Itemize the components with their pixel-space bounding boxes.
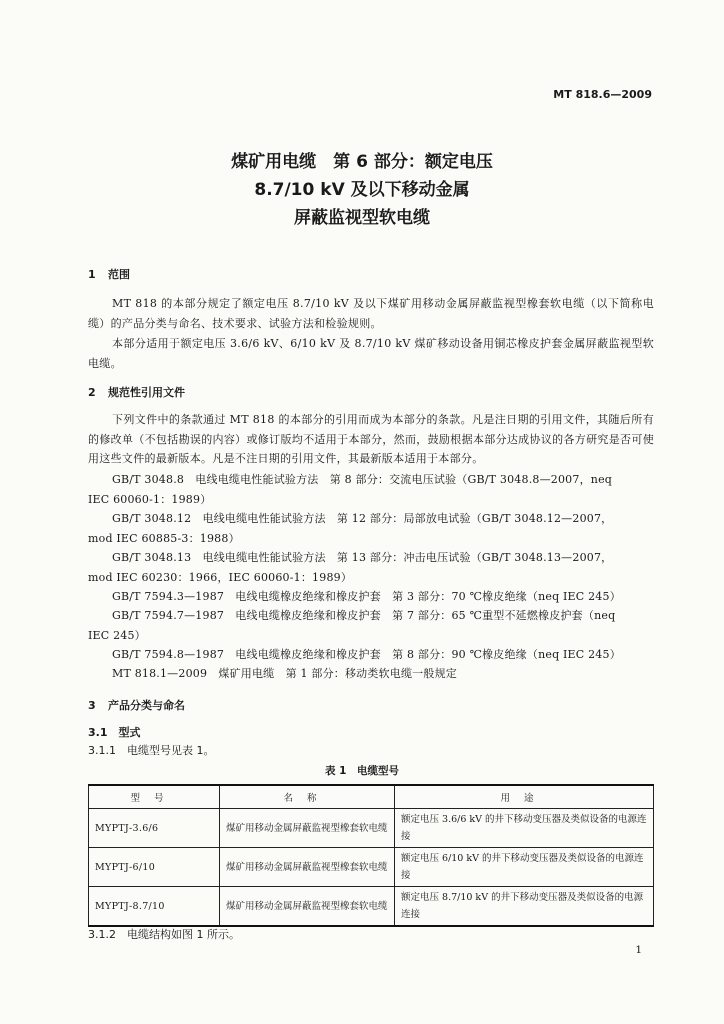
cell-name: 煤矿用移动金属屏蔽监视型橡套软电缆 <box>220 809 395 848</box>
standard-code: MT 818.6—2009 <box>553 88 652 101</box>
cell-use: 额定电压 3.6/6 kV 的井下移动变压器及类似设备的电源连接 <box>395 809 654 848</box>
reference-line: GB/T 7594.3—1987 电线电缆橡皮绝缘和橡皮护套 第 3 部分：70 ℃橡皮绝缘（neq IEC 245） <box>112 590 621 603</box>
title-line-2: 8.7/10 kV 及以下移动金属 <box>254 180 470 200</box>
reference-line-cont: mod IEC 60230：1966，IEC 60060-1：1989） <box>88 570 353 584</box>
reference-item <box>88 606 654 645</box>
cell-use: 额定电压 8.7/10 kV 的井下移动变压器及类似设备的电源连接 <box>395 887 654 927</box>
title-line-3: 屏蔽监视型软电缆 <box>294 208 430 228</box>
reference-line-cont: IEC 245） <box>88 628 146 642</box>
section-title: 产品分类与命名 <box>108 699 185 712</box>
reference-line: MT 818.1—2009 煤矿用电缆 第 1 部分：移动类软电缆一般规定 <box>112 667 457 680</box>
section-number: 2 <box>88 386 96 399</box>
section-number: 1 <box>88 268 96 281</box>
reference-line-cont: mod IEC 60885-3：1988） <box>88 531 240 545</box>
document-title <box>0 148 724 232</box>
table-header-row <box>89 785 654 809</box>
table-row <box>89 809 654 848</box>
page-number: 1 <box>635 944 642 956</box>
column-header-name: 名称 <box>220 785 395 809</box>
reference-item <box>88 587 654 607</box>
section-3-heading <box>88 697 185 713</box>
table-caption: 表 1 电缆型号 <box>325 765 399 777</box>
reference-item <box>88 509 654 548</box>
reference-item <box>88 548 654 587</box>
cell-model: MYPTJ-8.7/10 <box>89 887 220 927</box>
table-row <box>89 848 654 887</box>
cell-name: 煤矿用移动金属屏蔽监视型橡套软电缆 <box>220 848 395 887</box>
title-line-1: 煤矿用电缆 第 6 部分：额定电压 <box>231 152 493 172</box>
reference-line: GB/T 3048.13 电线电缆电性能试验方法 第 13 部分：冲击电压试验（GB/T 3048.13—2007， <box>112 551 613 564</box>
references-intro: 下列文件中的条款通过 MT 818 的本部分的引用而成为本部分的条款。凡是注日期的引用文件，其随后所有的修改单（不包括勘误的内容）或修订版均不适用于本部分，然而，鼓励根据本部分达成协议的各方研究是否可使用这些文件的最新版本。凡是不注日期的引用文件，其最新版本适用于本部分。 <box>88 413 654 465</box>
reference-line: GB/T 3048.8 电线电缆电性能试验方法 第 8 部分：交流电压试验（GB/T 3048.8—2007，neq <box>112 473 613 486</box>
cell-use: 额定电压 6/10 kV 的井下移动变压器及类似设备的电源连接 <box>395 848 654 887</box>
cable-type-table <box>88 784 654 927</box>
section-title: 范围 <box>108 268 130 281</box>
scope-paragraph-2: 本部分适用于额定电压 3.6/6 kV、6/10 kV 及 8.7/10 kV 煤矿移动设备用铜芯橡皮护套金属屏蔽监视型软电缆。 <box>88 337 654 370</box>
section-1-heading <box>88 266 130 282</box>
section-2-heading <box>88 384 185 400</box>
reference-line-cont: IEC 60060-1：1989） <box>88 492 212 506</box>
reference-line: GB/T 3048.12 电线电缆电性能试验方法 第 12 部分：局部放电试验（GB/T 3048.12—2007， <box>112 512 613 525</box>
scope-paragraph-1: MT 818 的本部分规定了额定电压 8.7/10 kV 及以下煤矿用移动金属屏蔽监视型橡套软电缆（以下简称电缆）的产品分类与命名、技术要求、试验方法和检验规则。 <box>88 297 654 330</box>
subsection-3-1: 3.1 型式 <box>88 726 141 739</box>
cell-model: MYPTJ-6/10 <box>89 848 220 887</box>
subsection-3-1-2: 3.1.2 电缆结构如图 1 所示。 <box>88 928 240 941</box>
cell-name: 煤矿用移动金属屏蔽监视型橡套软电缆 <box>220 887 395 927</box>
column-header-use: 用途 <box>395 785 654 809</box>
reference-item <box>88 645 654 665</box>
section-title: 规范性引用文件 <box>108 386 185 399</box>
reference-item <box>88 470 654 509</box>
column-header-model: 型号 <box>89 785 220 809</box>
reference-item <box>88 664 654 684</box>
table-row <box>89 887 654 927</box>
section-number: 3 <box>88 699 96 712</box>
cell-model: MYPTJ-3.6/6 <box>89 809 220 848</box>
reference-line: GB/T 7594.7—1987 电线电缆橡皮绝缘和橡皮护套 第 7 部分：65 ℃重型不延燃橡皮护套（neq <box>112 609 616 622</box>
subsection-3-1-1: 3.1.1 电缆型号见表 1。 <box>88 744 215 757</box>
reference-line: GB/T 7594.8—1987 电线电缆橡皮绝缘和橡皮护套 第 8 部分：90 ℃橡皮绝缘（neq IEC 245） <box>112 648 621 661</box>
